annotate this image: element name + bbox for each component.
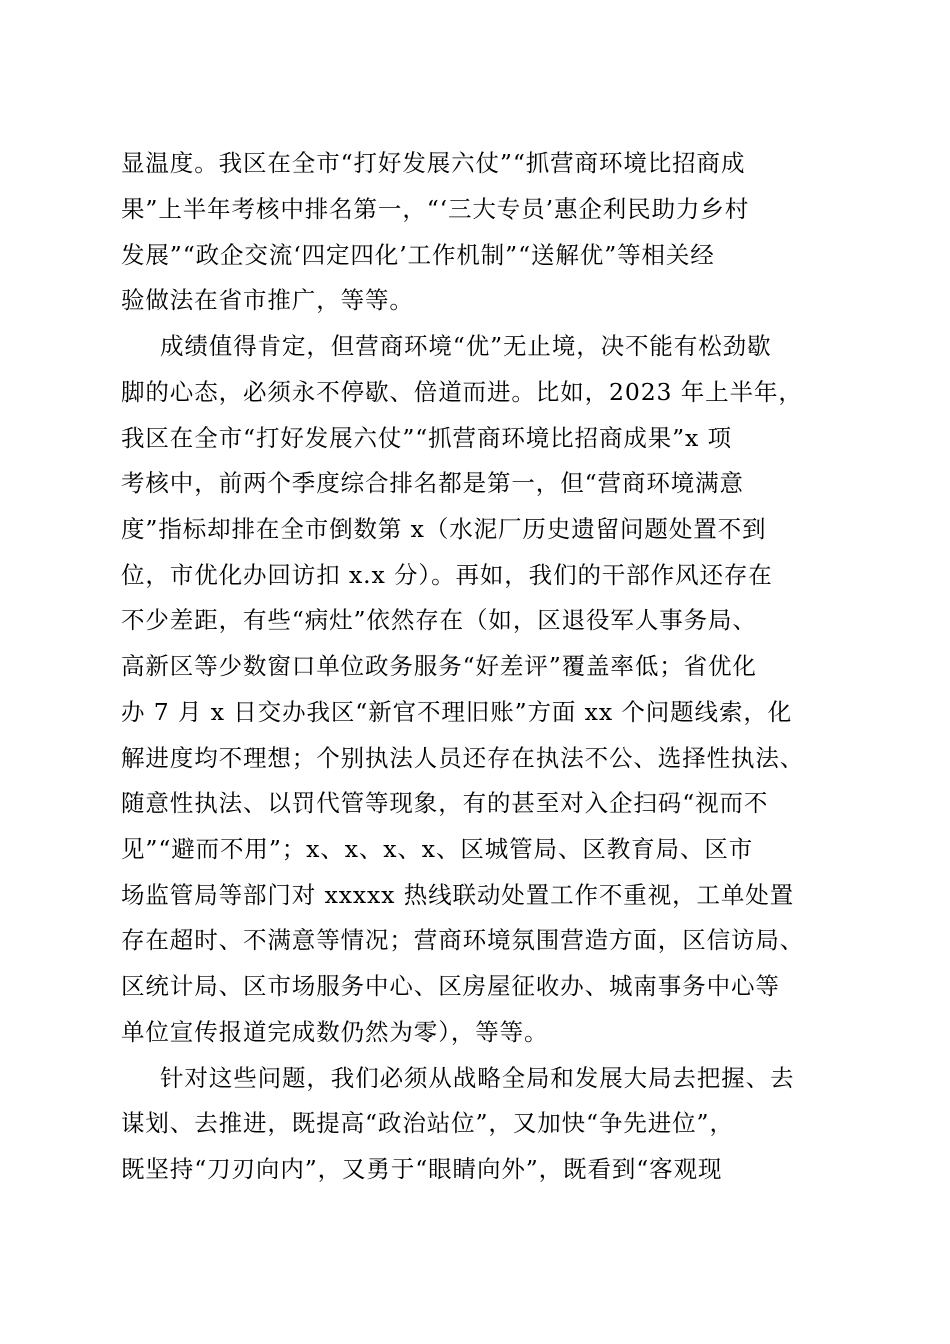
text-line: 位，市优化办回访扣 x.x 分）。再如，我们的干部作风还存在 — [121, 561, 773, 589]
text-line: 不少差距，有些“病灶”依然存在（如，区退役军人事务局、 — [121, 606, 757, 634]
text-line: 见”“避而不用”；x、x、x、x、区城管局、区教育局、区市 — [121, 835, 754, 863]
text-line: 度”指标却排在全市倒数第 x（水泥厂历史遗留问题处置不到 — [121, 515, 767, 543]
text-line: 谋划、去推进，既提高“政治站位”，又加快“争先进位”， — [121, 1109, 734, 1137]
text-line: 发展”“政企交流‘四定四化’工作机制”“送解优”等相关经 — [121, 241, 715, 269]
text-line: 场监管局等部门对 xxxxx 热线联动处置工作不重视，工单处置 — [121, 881, 795, 909]
paragraph-first-line: 成绩值得肯定，但营商环境“优”无止境，决不能有松劲歇 — [160, 332, 772, 360]
text-line: 解进度均不理想；个别执法人员还存在执法不公、选择性执法、 — [121, 744, 805, 772]
text-line: 随意性执法、以罚代管等现象，有的甚至对入企扫码“视而不 — [121, 789, 769, 817]
paragraph-first-line: 针对这些问题，我们必须从战略全局和发展大局去把握、去 — [160, 1064, 795, 1092]
text-line: 脚的心态，必须永不停歇、倍道而进。比如，2023 年上半年， — [121, 378, 803, 406]
text-line: 高新区等少数窗口单位政务服务“好差评”覆盖率低；省优化 — [121, 652, 757, 680]
text-line: 考核中，前两个季度综合排名都是第一，但“营商环境满意 — [121, 469, 744, 497]
text-line: 单位宣传报道完成数仍然为零），等等。 — [121, 1018, 549, 1046]
text-line: 区统计局、区市场服务中心、区房屋征收办、城南事务中心等 — [121, 972, 780, 1000]
text-line: 显温度。我区在全市“打好发展六仗”“抓营商环境比招商成 — [121, 149, 746, 177]
text-line: 存在超时、不满意等情况；营商环境氛围营造方面，区信访局、 — [121, 926, 805, 954]
text-line: 既坚持“刀刃向内”，又勇于“眼睛向外”，既看到“客观现 — [121, 1155, 723, 1183]
text-line: 我区在全市“打好发展六仗”“抓营商环境比招商成果”x 项 — [121, 424, 732, 452]
text-line: 办 7 月 x 日交办我区“新官不理旧账”方面 xx 个问题线索，化 — [121, 698, 793, 726]
text-line: 验做法在省市推广，等等。 — [121, 286, 414, 314]
text-line: 果”上半年考核中排名第一，“‘三大专员’惠企利民助力乡村 — [121, 195, 750, 223]
